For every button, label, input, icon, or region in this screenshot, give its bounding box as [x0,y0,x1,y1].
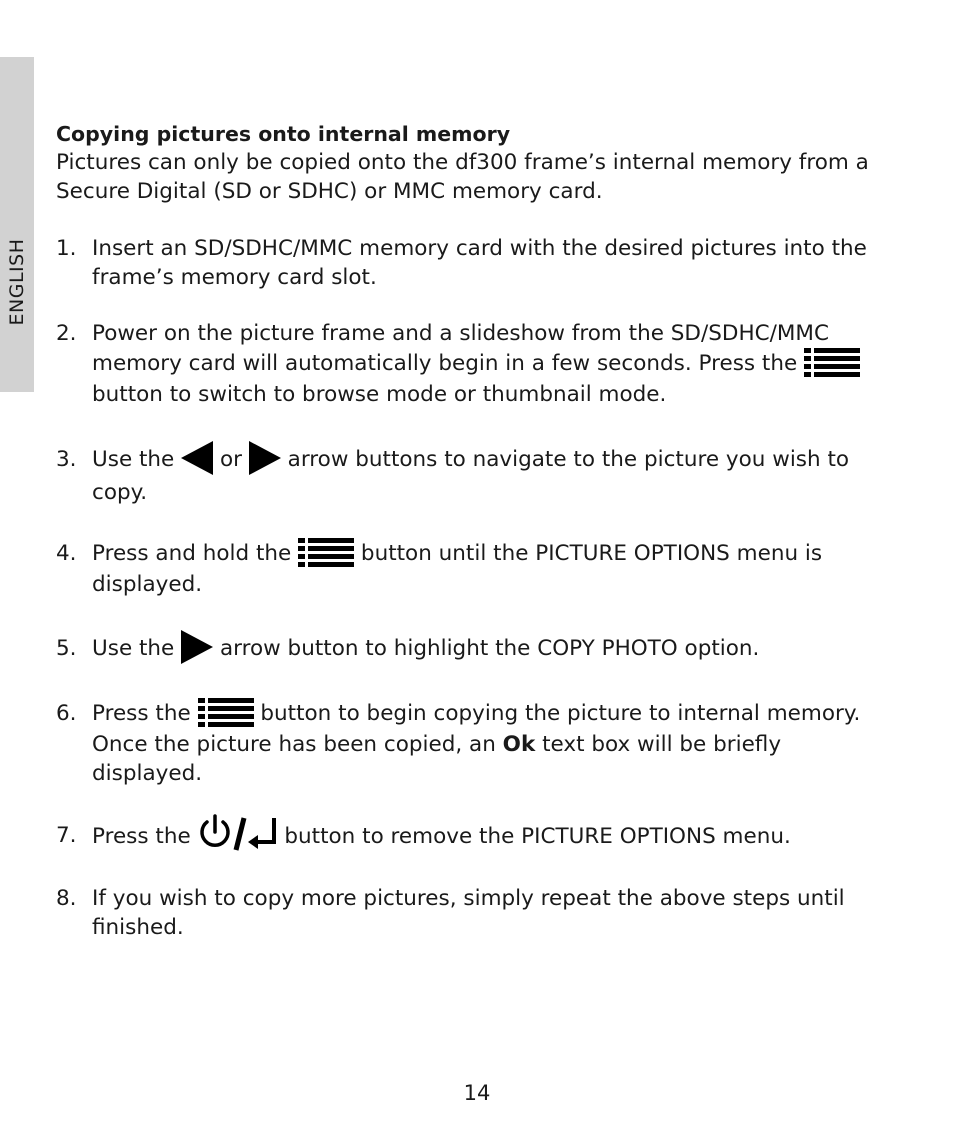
arrow-right-icon [249,441,281,475]
step-text-line: frame’s memory card slot. [92,265,377,290]
step-text: or [219,447,242,472]
step-1 [56,234,896,292]
step-text: arrow button to highlight the COPY PHOTO option. [219,636,760,661]
step-text-line: displayed. [92,761,203,786]
step-6 [56,698,896,788]
step-4 [56,538,896,599]
ok-text: Ok [502,732,536,757]
step-number: 7. [56,823,77,848]
step-text-line [92,817,896,855]
step-text-line: displayed. [92,572,203,597]
step-text: memory card will automatically begin in a few seconds. Press the [92,351,798,376]
step-text-line [92,632,896,666]
step-7 [56,817,896,855]
step-text: Press and hold the [92,541,292,566]
step-text: Use the [92,447,175,472]
language-side-tab [0,57,34,392]
step-text-line: button to switch to browse mode or thumbnail mode. [92,382,667,407]
step-8 [56,884,896,942]
step-text: button to remove the PICTURE OPTIONS menu. [284,824,791,849]
step-text: button to begin copying the picture to internal memory. [260,701,861,726]
page-number: 14 [463,1081,491,1105]
menu-icon [198,697,254,727]
intro-line: Pictures can only be copied onto the df300 frame’s internal memory from a [56,150,869,175]
step-text-line [92,538,896,570]
step-text: Once the picture has been copied, an [92,732,496,757]
step-number: 1. [56,236,77,261]
step-2 [56,319,896,409]
step-text-line: finished. [92,915,184,940]
arrow-left-icon [181,441,213,475]
menu-icon [804,347,860,377]
step-text: Press the [92,824,191,849]
step-text-line [92,348,896,380]
step-text: button until the PICTURE OPTIONS menu is [360,541,823,566]
step-text: Press the [92,701,191,726]
step-number: 6. [56,701,77,726]
step-text-line [92,443,896,477]
step-text: Use the [92,636,175,661]
step-text-line: If you wish to copy more pictures, simply repeat the above steps until [92,886,845,911]
arrow-right-icon [181,630,213,664]
step-text: text box will be briefly [542,732,782,757]
step-number: 4. [56,541,77,566]
step-text-line [92,698,896,730]
section-heading: Copying pictures onto internal memory [56,122,511,146]
power-return-icon [198,813,278,853]
step-text-line [92,730,896,759]
step-text: arrow buttons to navigate to the picture you wish to [287,447,850,472]
step-text-line: Power on the picture frame and a slideshow from the SD/SDHC/MMC [92,321,829,346]
step-text-line: Insert an SD/SDHC/MMC memory card with the desired pictures into the [92,236,867,261]
manual-content [56,120,896,940]
language-label: ENGLISH [6,238,28,326]
step-3 [56,443,896,507]
intro-line: Secure Digital (SD or SDHC) or MMC memory card. [56,179,603,204]
step-text-line: copy. [92,480,148,505]
step-number: 5. [56,636,77,661]
step-number: 8. [56,886,77,911]
step-number: 3. [56,447,77,472]
step-number: 2. [56,321,77,346]
menu-icon [298,537,354,567]
step-5 [56,632,896,666]
section-intro [56,148,896,206]
